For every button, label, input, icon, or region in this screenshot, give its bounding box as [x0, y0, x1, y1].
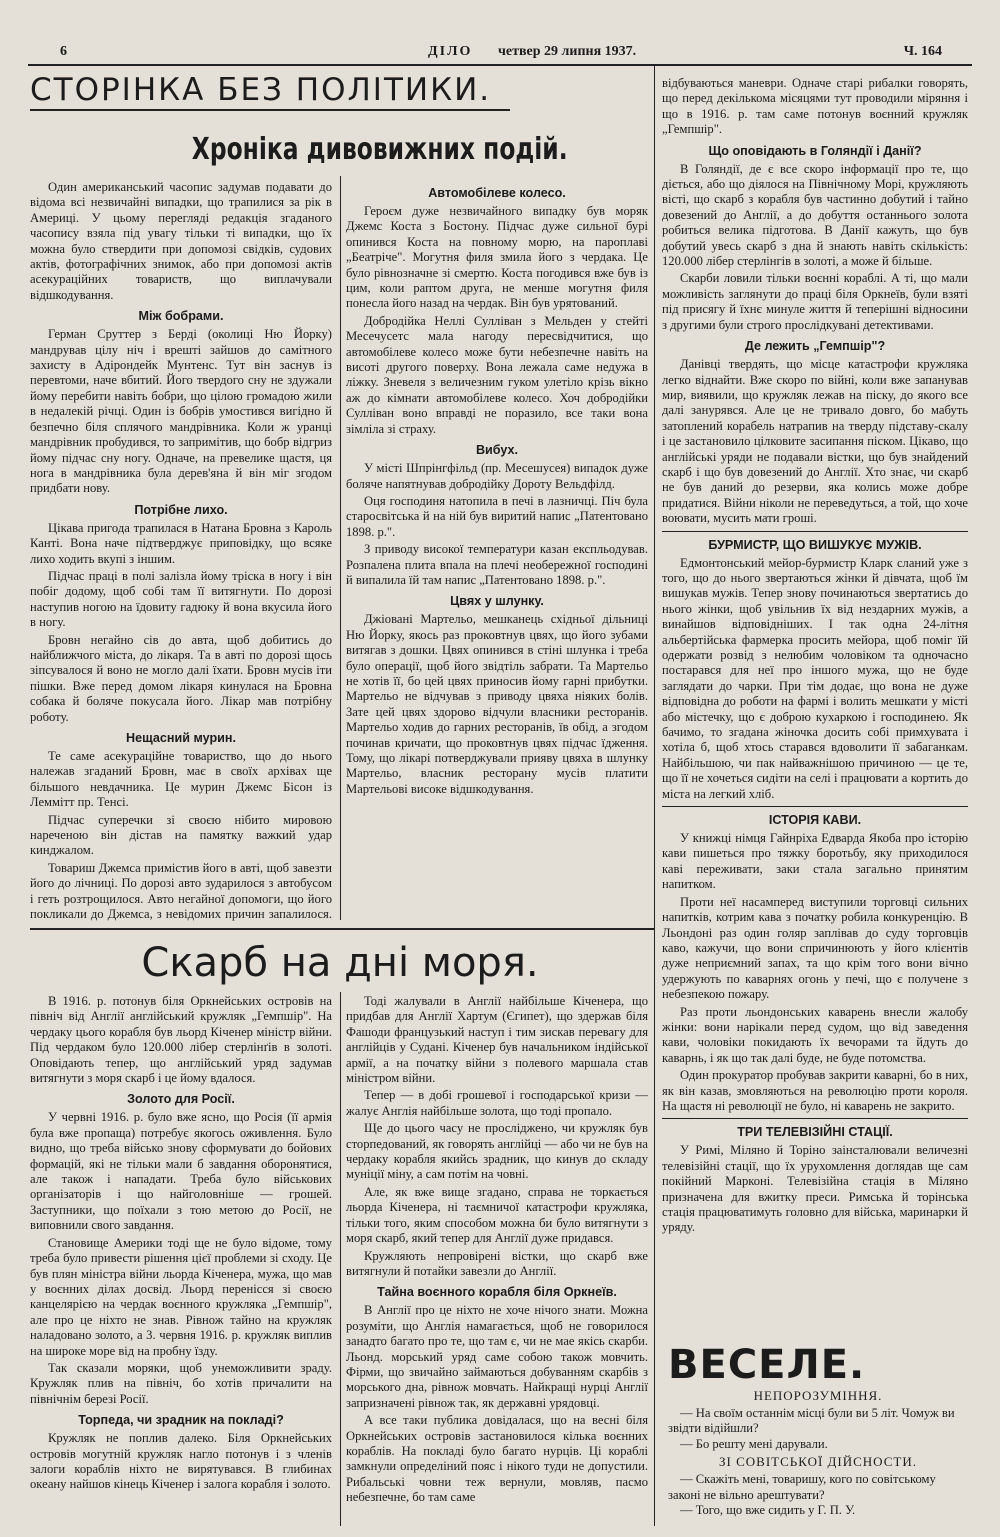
paragraph: Один прокуратор пробував закрити каварні, бо в них, як він казав, змовляються на революцію проти короля. На щастя ні революції не було, ні каварень не закрито.: [662, 1068, 968, 1113]
paragraph: З приводу високої температури казан експльодував. Розпалена плита впала на плечі необережної господині й випалила їй там напис „Патентовано 1898. р.".: [346, 542, 648, 587]
joke-line: — На своїм останнім місці були ви 5 літ. Чомуж ви звідти відійшли?: [668, 1406, 955, 1436]
paragraph: Едмонтонський мейор-бурмистр Кларк сланий уже з того, що до нього звертаються жінки й дівчата, щоб їм вишукав мужів. Тепер знову починаються звертатись до нього жінки, щоб увільнив їх від нездарних мужів, а винайшов відповідніших. І так одна 24-літня альбертійська фармерка просить мейора, щоб поміг їй одержати розвід з нелюбим чоловіком та одночасно постарався для неї про іншого мужа, що не буде заглядати до чарки. При тім додає, що вона не дуже відповідна до роботи на фармі і волить мешкати у місті або містечку, що є доброю кухаркою і господинею. Як бачимо, то згадана жіночка досить собі примхувата і хотіла б, щоб хтось старався вдоволити її забаганкам. Найбільшою, чи пак найважнішою причиною — це те, що її не хочеться сидіти на селі і працювати а кортить до міста на легкий хліб.: [662, 555, 968, 801]
joke-heading: ЗІ СОВІТСЬКОЇ ДІЙСНОСТИ.: [719, 1454, 917, 1470]
paragraph: Цікава пригода трапилася в Натана Бровна з Кароль Канті. Вона наче підтверджує приповідку, що всяке лихо ходить вкупі з іншим.: [30, 520, 332, 566]
paragraph: В Голяндії, де є все скоро інформації про те, що діється, або що діялося на Північному Морі, кружляють вісті, що скарб з корабля був частинно добутий і тайно довезений до Англії, а до добуття останнього золота робиться велика підготова. В Данії кажуть, що був добутий увесь скарб з дна й знають навіть скількість: 120.000 лібер стерлінгів в золоті, а може й більше.: [662, 161, 968, 269]
paragraph: Кружляк не поплив далеко. Біля Оркнейських островів могутній кружляк наглo потонув і з членів залоги кораблів ніхто не вирятувався. В глибинах океану найшов кінець Кіченер і залога корабля і золото.: [30, 1431, 332, 1492]
joke-line: — Того, що вже сидить у Г. П. У.: [680, 1503, 856, 1518]
issue-number: Ч. 164: [903, 44, 942, 59]
treasure-column-2: [346, 994, 648, 1526]
paragraph: Данівці твердять, що місце катастрофи кружляка легко віднайти. Вже скоро по війні, коли вже запанував мир, виявили, що кружляк лежав на піску, до якого все далі занурявся. Але це не тривало довго, бо мабуть затоплений корабель натрапив на тверду підставу-скалу і це застановило цілковите засипання піском. Цікаво, що англійські уряди не подавали вістки, що був знайдений скарб і що був довезений до Англії. Хто знає, чи скарб не був даний до резерви, яка колись може добре придатися. Війни ніколи не переведуться, а той, що хоче воювати, мусить мати гроші.: [662, 357, 968, 526]
subheading-tv-stations: ТРИ ТЕЛЕВІЗІЙНІ СТАЦІЇ.: [737, 1125, 893, 1140]
page-header: [28, 44, 972, 64]
paragraph: відбуваються маневри. Одначе старі рибалки говорять, що перед декількома місяцями тут проводили міряння і що в 1916. р. там саме потонув воєнний кружляк „Гемпшір".: [662, 76, 968, 137]
subheading-needed-trouble: Потрібне лихо.: [134, 502, 228, 517]
chronicle-column-2: [346, 180, 648, 924]
divider: [662, 1118, 968, 1119]
subheading-explosion: Вибух.: [475, 443, 519, 458]
paragraph: У книжці німця Гайнріха Едварда Якоба про історію кави пишеться про тяжку боротьбу, яку приходилося каві переживати, заки стала загально принятим напитком.: [662, 831, 968, 892]
paragraph: Тепер — в добі грошевої і господарської кризи — жалує Англія найбільше золота, що тоді пропало.: [346, 1088, 648, 1118]
paragraph: Товариш Джемса примістив його в авті, щоб завезти його до лічниці. По дорозі авто зударилося з автобусом і геть розтрощилося. Авто негайної допомоги, що його покликали до Джемса, з невідомих причин запалилося.: [30, 860, 332, 922]
humor-section: [668, 1386, 968, 1518]
subheading-nail-in-stomach: Цвях у шлунку.: [450, 594, 544, 609]
chronicle-column-1: [30, 180, 332, 924]
paragraph: Раз проти льондонських каварень внесли жалобу жінки: вони нарікали перед судом, що від заведення кави, чоловіки покидають їх вечорами та йдуть до каварнь, і як що так далі буде, не буде потомства.: [662, 1004, 968, 1065]
newspaper-name: ДІЛО: [428, 44, 473, 59]
subheading-holland-denmark: Що оповідають в Голяндії і Данії?: [708, 143, 922, 158]
paragraph: У Римі, Мілянo й Торіно заінсталювали величезні телевізійні стації, що їх урухомлення доглядав ще сам покійний Марконі. Телевізійна стація в Міляно призначена для вжитку преси. Римська й торінська стація працюватимуть головно для війська, маринарки й уряду.: [662, 1143, 968, 1235]
subheading-car-wheel: Автомобілеве колесо.: [428, 186, 566, 200]
paragraph: Тоді жалували в Англії найбільше Кіченера, що придбав для Англії Хартум (Єгипет), що здержав біля Фашоди французький наступ і тим зискав перевагу для англійців у Судані. Кіченер був начальником індійської армії, а на початку війни з полевого маршала став міністром війни.: [346, 994, 648, 1086]
paragraph: Герман Сруттер з Берді (околиці Ню Йорку) мандрував цілу ніч і врешті зайшов до самітного захисту в Адірондейк Мунтенс. Тут він заснув із перевтоми, наче вбитий. Його твердого сну не здужали йому перебити навіть бобри, що цілою громадою жили в недалекій річці. Один із бобрів умостився вигідно й безпечно біля сплячого мандрівника. Коли ж уранці мандрівник пробудився, то запримітив, що бобр відгриз йому підчас сну ногу. Одначе, на превелике щастя, ця нога в мандрівника була дерев'яна й він міг згодом придбати нову.: [30, 327, 332, 496]
subheading-beavers: Між бобрами.: [138, 309, 224, 324]
page-title: СТОРІНКА БЕЗ ПОЛІТИКИ.: [30, 72, 510, 111]
section-rule: [30, 928, 654, 930]
subheading-coffee: ІСТОРІЯ КАВИ.: [768, 813, 862, 828]
subheading-where-hampshire: Де лежить „Гемпшір"?: [744, 339, 886, 354]
paragraph: Ще до цього часу не прослідженo, чи кружляк був сторпедований, як говорять англійці — або чи не був на чердаку корабля якийсь зрадник, що кинув до складу муніції міну, а сам потім на човні.: [346, 1121, 648, 1182]
paragraph: Підчас праці в полі залізла йому тріска в ногу і він побіг додому, щоб собі там її витягнути. По дорозі наступив ногою на їдовиту гадюку й вона вкусила його в ногу.: [30, 568, 332, 630]
chronicle-title: Хроніка дивовижних подій.: [191, 132, 568, 167]
paragraph: Проти неї насамперед виступили торговці сильних напитків, котрим кава з початку робила конкуренцію. В Льондоні раз один голяр заплівав до суду торговців каво, кажучи, що вони спричинюють у його клієнтів дуже неприємний запах, та що крім того вони вічно удержують по каварнях огонь у печі, що є получене з небезпекою пожару.: [662, 894, 968, 1002]
paragraph: У місті Шпрінгфільд (пр. Месешуcея) випадок дуже боляче напятнував добродійку Доротy Вельдфілд.: [346, 461, 648, 491]
column-divider-3: [340, 992, 341, 1526]
joke-line: — Скажіть мені, товаришу, кого по совітському законі не вільно арештувати?: [668, 1472, 936, 1502]
divider: [662, 531, 968, 532]
page-number: 6: [60, 44, 67, 59]
paragraph: Джіовані Мартельо, мешканець східньої дільниці Ню Йорку, якось раз проковтнув цвях, що його зубами витягав з дошки. Цвях опинився в стіні шлунка і треба було операції, щоб його звідтіль забрати. Та Мартельо не хотів її, бо цей цвях приносив йому гарні прибутки. Мартельо не відчував з приводу цвяха ніяких болів. Зате цей цвях здорово відчули власники ресторанів. Мартельо ходив до гарних ресторанів, їв обід, а згодом починав кричати, що проковтнув цвях підчас їдження. Тому, що лікарі потверджували прияву цвяха в шлунку Мартельо, власник ресторану мусів платити Мартельові високе відшкодування.: [346, 612, 648, 796]
paragraph: Скарби ловили тільки воєнні кораблі. А ті, що мали можливість заглянути до праці біля Оркнеїв, були взяті під присягу й їхнє минуле життя й теперішні відносини з другими були строго прослідкувані детективами.: [662, 271, 968, 332]
divider: [662, 806, 968, 807]
paragraph: Підчас суперечки зі своєю нібито мировою нареченою він дістав на памятку важкий удар кинджалом.: [30, 812, 332, 858]
header-rule: [28, 64, 972, 66]
paragraph: Те саме асекураційне товариство, що до нього належав згаданий Бровн, має в своїх архівах ще більшого невдачника. Це мурин Джемс Бісон із Леммітт пр. Тенсі.: [30, 749, 332, 810]
joke-heading: НЕПОРОЗУМІННЯ.: [753, 1388, 883, 1403]
issue-date: четвер 29 липня 1937.: [498, 44, 637, 59]
paragraph: Становище Америки тоді ще не було відоме, тому треба було привести рішення цієї проблеми зі сходу. Це був плян міністра війни льорда Кіченера, мужа, що мав у воєнних ділах досвід. Льорд перенісся зі своєю канцелярією на чердак воєнного кружляка „Гемпшір", але про це ніхто не знав. Рівнож тайно на кружляк наладовано золото, а 3. червня 1916. р. кружляк виплив на широке море від на пробну їзду.: [30, 1235, 332, 1358]
subheading-gold-for-russia: Золото для Росії.: [127, 1092, 235, 1107]
paragraph: В 1916. р. потонув біля Оркнейських островів на північ від Англії англійський кружляк „Гемпшір". На чердаку цього корабля був льорд Кіченер міністр війни. Під чердаком було 120.000 лібер стерлінґів в золоті. Оповідають тепер, що англійський уряд задумав витягнути з моря скарб і це йому вдалося.: [30, 994, 332, 1086]
paragraph: Героєм дуже незвичайного випадку був моряк Джемс Коста з Бостону. Підчас дуже сильної бурі опинився Коста на повному морю, на пароплаві „Беатріче". Могутня филя змила його з чердака. Це було рівнозначне зі смертю. Коста погодився вже був із цим, коли раптом друга, не менше могутня филя понесла його назад на чердак. Він був урятований.: [346, 204, 648, 311]
paragraph: Оця господиня натопила в печі в лазничці. Піч була старосвітська й на ній був виритий напис „Патентовано 1898. р.".: [346, 493, 648, 539]
column-divider-1: [340, 176, 341, 920]
right-column: [662, 76, 968, 1338]
subheading-unlucky-man: Нещасний мурин.: [125, 731, 236, 745]
humor-title: ВЕСЕЛЕ.: [668, 1342, 866, 1388]
treasure-title: Скарб на дні моря.: [141, 940, 539, 986]
paragraph: Так сказали моряки, щоб унеможливити зраду. Кружляк плив на північ, бо хотів причалити на північнім березі Росії.: [30, 1360, 332, 1406]
subheading-torpedo: Торпеда, чи зрадник на покладі?: [78, 1413, 284, 1428]
paragraph: А все таки публика довідалася, що на весні біля Оркнейських островів застановилося кілька воєнних кораблів. На покладі було багато нурців. Ці кораблі замкнули определіний пояс і нікого туди не допустили. Рибальські човни теж вернули, мовляв, пасмо небезпечне, бо там саме: [346, 1413, 648, 1505]
paragraph: Кружляють непровірені вістки, що скарб вже витягнули й потайки завезли до Англії.: [346, 1248, 648, 1278]
subheading-warship-secret: Тайна воєнного корабля біля Оркнеїв.: [377, 1285, 617, 1300]
paragraph: Добродійка Неллі Сулліван з Мельден у стейті Месечуcетс мала нагоду пересвідчитися, що автомобілеве колесо може бути небезпечне навіть на висоті другого поверху. Вона лежала саме недужа в ліжку. Зневеля з величезним гуком улетіло крізь вікно аж до кімнати автомобілеве колесо. Хоч добродійки Сулліван воно вправді не поразило, все таки вона зімліла зі страху.: [346, 313, 648, 436]
paragraph: Але, як вже вище згадано, справа не торкається льорда Кіченера, ні таємничої катастрофи кружляка, тільки того, яким способом можна би було витягнути з моря скарб, який тепер для Англії дуже придався.: [346, 1184, 648, 1246]
column-divider-2: [654, 66, 655, 1526]
paragraph: В Англії про це ніхто не хоче нічого знати. Можна розуміти, що Англія намагається, щоб не говорилося занадто багато про те, що там є, чи не мае якісь скарби. Льонд. морський уряд саме собою також мовчить. Фірми, що звичайно займаються добуванням скарбів з морського дна, рівнож мовчать. Найкращі нурці Англії запризначені рівнож так, як державні урядовці.: [346, 1303, 648, 1410]
subheading-mayor: БУРМИСТР, ЩО ВИШУКУЄ МУЖІВ.: [708, 537, 922, 552]
joke-line: — Бо решту мені дарували.: [680, 1436, 828, 1451]
paragraph: У червні 1916. р. було вже ясно, що Росія (її армія була вже пропаща) потребує якогось оживлення. Було видно, що треба військо знову сформувати до бойових формацій, які не тільки мали б завдання оборонятися, але також і нападати. Треба було військових організаторів і що найголовніше — грошей. Заступники, що поїхали з тою метою до Росії, не виповнили свого завдання.: [30, 1110, 332, 1233]
paragraph: Бровн негайно сів до авта, щоб добитись до найближчого міста, до лікаря. Та в авті по дорозі щось зіпсувалося й воно не могло далі їхати. Бровн мусів іти пішки. Вже перед домом лікаря кинулася на Бровна собака й боляче покусала його. Лікар мав потрібну роботу.: [30, 632, 332, 724]
chronicle-intro: Один американський часопис задумав подавати до відома всі незвичайні випадки, що трапилися за рік в Америці. У цьому перегляді редакція згаданого часопису взяла під увагу тільки ті випадки, що їх можна було ствердити при допомозі свідків, судових актів, фотографічних знимок, або при допомозі актів асекураційних товариств, що виплачували відшкодування.: [30, 180, 332, 302]
treasure-column-1: [30, 994, 332, 1526]
